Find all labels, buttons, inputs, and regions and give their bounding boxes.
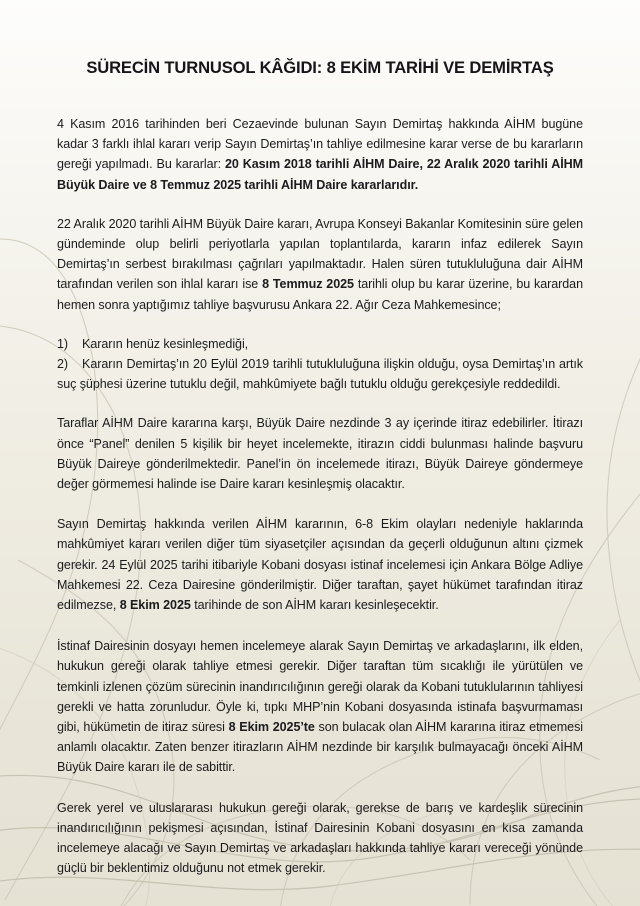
list-item-number: 1) [57,336,69,351]
body-text: Kararın Demirtaş’ın 20 Eylül 2019 tarihli tutukluluğuna ilişkin olduğu, oysa Demirtaş’ın artık suç şüphesi üzerine tutuklu değil, mahkûmiyete bağlı tutuklu olduğu gerekçesiyle reddedildi. [57,356,583,392]
paragraph-conclusion [57,798,583,879]
numbered-list [57,334,583,395]
body-text: son bulacak olan AİHM kararına itiraz etmemesi anlamlı olacaktır. Zaten benzer itirazların AİHM nezdinde bir karşılık bulmayacağı önceki AİHM Büyük Daire kararı ile de sabittir. [57,719,584,775]
body-text: 22 Aralık 2020 tarihli AİHM Büyük Daire kararı, Avrupa Konseyi Bakanlar Komitesinin süre gelen gündeminde olup belirli periyotlarla yapılan toplantılarda, kararın infaz edilerek Sayın Demirtaş’ın serbest bırakılması çağrıları yapılmaktadır. Halen süren tutukluluğuna dair AİHM tarafından verilen son ihlal kararı ise [57,216,584,292]
paragraph-istinaf-chamber [57,636,583,777]
body-text: tarihinde de son AİHM kararı kesinleşecektir. [190,597,439,612]
list-item [57,334,583,354]
paragraph-grand-chamber [57,214,583,315]
emphasis-text: 8 Temmuz 2025 [262,277,354,292]
list-item [57,354,583,394]
body-text: Taraflar AİHM Daire kararına karşı, Büyük Daire nezdinde 3 ay içerinde itiraz edebilirler. İtirazı önce “Panel” denilen 5 kişilik bir heyet incelemekte, itirazın ciddi bulunması halinde başvuru Büyük Daireye gönderilmektedir. Panel’in ön incelemede itirazı, Büyük Daireye göndermeye değer görmemesi halinde ise Daire kararı kesinleşmiş olacaktır. [57,416,583,491]
paragraph-intro [57,114,583,195]
body-text: Kararın henüz kesinleşmediği, [82,336,249,351]
paragraph-politicians [57,514,583,615]
body-text: İstinaf Dairesinin dosyayı hemen incelemeye alarak Sayın Demirtaş ve arkadaşlarını, ilk elden, hukukun gereği olarak tahliye etmesi gerekir. Diğer taraftan tüm sıcaklığı ile yürütülen ve temkinli izlenen çözüm sürecinin inandırıcılığının gereği olarak da Kobani tutuklularının tahliyesi gerekli ve hatta zorunludur. Öyle ki, tıpkı MHP’nin Kobani dosyasında istinafa başvurmaması gibi, hükümetin de itiraz süresi [57,639,583,734]
list-item-number: 2) [57,356,69,371]
body-text: 4 Kasım 2016 tarihinden beri Cezaevinde bulunan Sayın Demirtaş hakkında AİHM bugüne kadar 3 farklı ihlal kararı verip Sayın Demirtaş’ın tahliye edilmesine karar verse de bu kararların gereği yapılmadı. Bu kararlar: [57,116,583,172]
emphasis-text: 8 Ekim 2025 [119,597,191,612]
body-text: tarihli olup bu karar üzerine, bu karardan hemen sonra yaptığımız tahliye başvurusu Ankara 22. Ağır Ceza Mahkemesince; [57,277,583,312]
body-text: Gerek yerel ve uluslararası hukukun gereği olarak, gerekse de barış ve kardeşlik sürecinin inandırıcılığının pekişmesi açısından, İstinaf Dairesinin Kobani dosyasını en kısa zamanda incelemeye alacağı ve Sayın Demirtaş ve arkadaşları hakkında tahliye kararı vereceği yönünde güçlü bir beklentimiz olduğunu not etmek gerekir. [57,800,583,876]
page-title: SÜRECİN TURNUSOL KÂĞIDI: 8 EKİM TARİHİ VE DEMİRTAŞ [86,58,554,77]
emphasis-text: 8 Ekim 2025’te [228,719,315,734]
body-text: Sayın Demirtaş hakkında verilen AİHM kararının, 6-8 Ekim olayları nedeniyle haklarında mahkûmiyet kararı verilen diğer tüm siyasetçiler açısından da geçerli olduğunun altını çizmek gerekir. 24 Eylül 2025 tarihi itibariyle Kobani dosyası istinaf incelemesi için Ankara Bölge Adliye Mahkemesi 22. Ceza Dairesine gönderilmiştir. Diğer taraftan, şayet hükümet tarafından itiraz edilmezse, [57,517,583,612]
paragraph-appeal-procedure [57,413,583,494]
emphasis-text: 20 Kasım 2018 tarihli AİHM Daire, 22 Aralık 2020 tarihli AİHM Büyük Daire ve 8 Temmuz 2025 tarihli AİHM Daire kararlarıdır. [57,157,583,192]
